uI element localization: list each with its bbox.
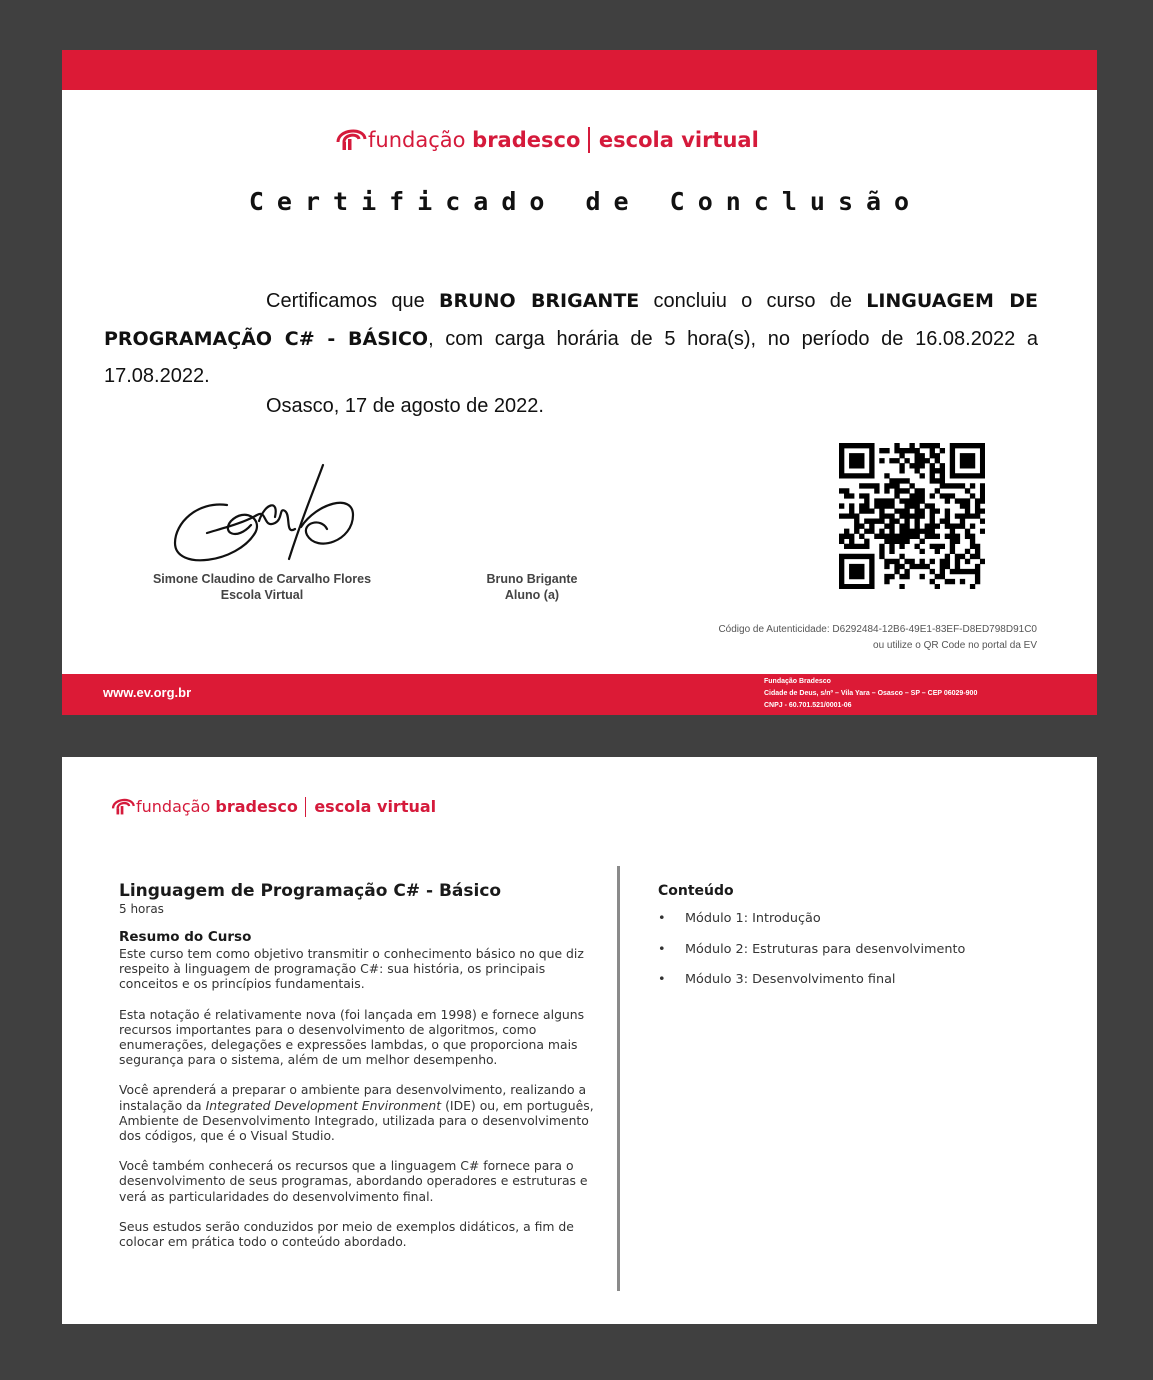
certificate-title: Certificado de Conclusão bbox=[248, 187, 923, 216]
course-name-bold: LINGUAGEM DE PROGRAMAÇÃO C# - BÁSICO bbox=[104, 290, 1039, 350]
course-title: Linguagem de Programação C# - Básico bbox=[119, 881, 502, 901]
summary-paragraph-2: Esta notação é relativamente nova (foi lançada em 1998) e fornece alguns recursos importantes para o desenvolvimento de algoritmos, como enumerações, delegações e expressões lambdas, o que proporciona mais segurança para o sistema, além de um melhor desempenho. bbox=[119, 1006, 585, 1068]
body-text-pre: Certificamos que bbox=[266, 290, 425, 312]
footer-red-bar bbox=[62, 674, 1097, 715]
brand-logo-small bbox=[110, 793, 436, 820]
certificate-body bbox=[104, 283, 1038, 396]
column-divider bbox=[617, 866, 620, 1291]
module-list bbox=[658, 911, 965, 1003]
handwritten-signature bbox=[167, 463, 357, 577]
bradesco-tree-icon bbox=[110, 793, 136, 820]
module-item: • Módulo 1: Introdução bbox=[658, 911, 965, 942]
logo-divider bbox=[305, 797, 307, 817]
p3-part-a: Você aprenderá a preparar o ambiente para desenvolvimento, realizando a instalação da bbox=[119, 1082, 587, 1113]
logo-bradesco-text: bradesco bbox=[472, 127, 581, 152]
auth-code: Código de Autenticidade: D6292484-12B6-49E1-83EF-D8ED798D91C0 bbox=[718, 624, 1037, 635]
bradesco-tree-icon bbox=[334, 122, 368, 157]
course-summary-page bbox=[62, 757, 1097, 1324]
footer-org: Fundação Bradesco bbox=[764, 678, 831, 685]
course-description bbox=[119, 880, 597, 1264]
place-date: Osasco, 17 de agosto de 2022. bbox=[266, 395, 544, 417]
header-red-bar bbox=[62, 50, 1097, 90]
footer-address-block bbox=[764, 676, 977, 712]
authenticity-block bbox=[718, 622, 1037, 654]
footer-address: Cidade de Deus, s/nº – Vila Yara – Osasco – SP – CEP 06029-900 bbox=[764, 690, 978, 697]
logo-escola-text: escola virtual bbox=[314, 797, 437, 816]
signer-role: Escola Virtual bbox=[220, 588, 304, 602]
body-text-post: , com carga horária de 5 hora(s), no período de 16.08.2022 a 17.08.2022. bbox=[104, 327, 1038, 387]
logo-escola-text: escola virtual bbox=[598, 127, 759, 152]
student-block bbox=[462, 571, 602, 603]
certificate-page bbox=[62, 50, 1097, 715]
qr-code bbox=[839, 443, 985, 589]
logo-fundacao-text: fundação bbox=[136, 797, 211, 816]
conteudo-heading: Conteúdo bbox=[658, 883, 734, 899]
summary-paragraph-5: Seus estudos serão conduzidos por meio de exemplos didáticos, a fim de colocar em prática todo o conteúdo abordado. bbox=[119, 1218, 574, 1250]
signer-block bbox=[122, 571, 402, 603]
body-text-mid: concluiu o curso de bbox=[653, 290, 852, 312]
p3-italic: Integrated Development Environment bbox=[205, 1097, 442, 1113]
course-contents bbox=[658, 883, 965, 1003]
summary-paragraph-3 bbox=[119, 1082, 597, 1143]
logo-divider bbox=[588, 127, 590, 153]
footer-cnpj: CNPJ - 60.701.521/0001-06 bbox=[764, 702, 852, 709]
module-item: • Módulo 3: Desenvolvimento final bbox=[658, 972, 965, 1003]
module-item: • Módulo 2: Estruturas para desenvolvimento bbox=[658, 942, 965, 973]
summary-paragraph-1: Este curso tem como objetivo transmitir o conhecimento básico no que diz respeito à linguagem de programação C#: sua história, os principais conceitos e os princípios fundamentais. bbox=[119, 946, 584, 992]
qr-code-image bbox=[839, 443, 985, 589]
brand-logo bbox=[334, 122, 759, 157]
course-hours: 5 horas bbox=[119, 902, 164, 916]
logo-fundacao-text: fundação bbox=[368, 127, 466, 152]
p3-part-b: (IDE) ou, em português, Ambiente de Desenvolvimento Integrado, utilizada para o desenvolvimento dos códigos, que é o Visual Studio. bbox=[119, 1097, 594, 1144]
signer-name: Simone Claudino de Carvalho Flores bbox=[152, 572, 372, 586]
student-name: Bruno Brigante bbox=[486, 572, 578, 586]
footer-url[interactable]: www.ev.org.br bbox=[103, 685, 192, 700]
summary-paragraph-4: Você também conhecerá os recursos que a linguagem C# fornece para o desenvolvimento de seus programas, abordando operadores e estruturas e verá as particularidades do desenvolvimento final. bbox=[119, 1158, 588, 1204]
auth-note: ou utilize o QR Code no portal da EV bbox=[873, 640, 1037, 651]
student-name-bold: BRUNO BRIGANTE bbox=[439, 290, 640, 312]
logo-bradesco-text: bradesco bbox=[215, 797, 298, 816]
resumo-heading: Resumo do Curso bbox=[119, 929, 252, 945]
student-role: Aluno (a) bbox=[504, 588, 560, 602]
